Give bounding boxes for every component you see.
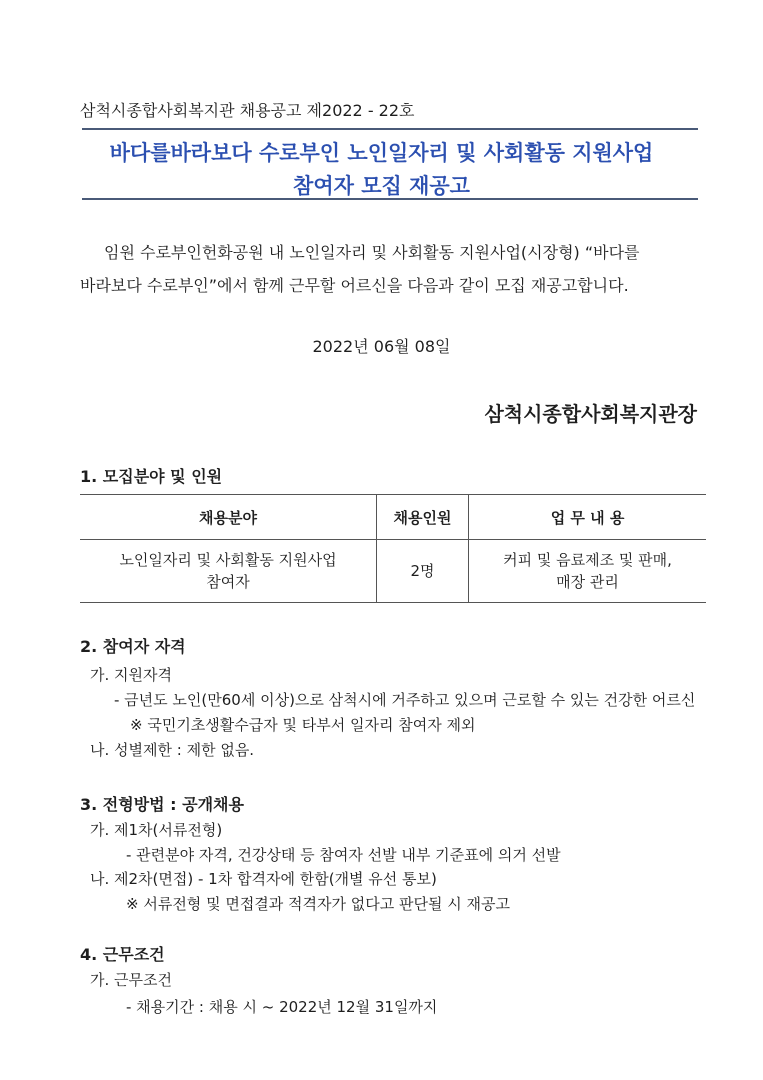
- table-cell-count: 2명: [377, 540, 469, 603]
- field-line2: 참여자: [206, 573, 250, 591]
- section3-item-a-detail: - 관련분야 자격, 건강상태 등 참여자 선발 내부 기준표에 의거 선발: [126, 846, 561, 864]
- table-cell-duty: [469, 540, 706, 603]
- page-title-line2: 참여자 모집 재공고: [293, 174, 470, 198]
- table-header-count: 채용인원: [377, 495, 469, 540]
- section2-item-a: 가. 지원자격: [90, 666, 172, 684]
- title-bottom-rule: [82, 198, 698, 200]
- table-cell-field: [80, 540, 377, 603]
- section3-item-b: 나. 제2차(면접) - 1차 합격자에 한함(개별 유선 통보): [90, 870, 437, 888]
- organization-signature: 삼척시종합사회복지관장: [484, 402, 697, 426]
- page-title-line1: 바다를바라보다 수로부인 노인일자리 및 사회활동 지원사업: [109, 141, 654, 165]
- table-row: [80, 540, 706, 603]
- table-header-field: 채용분야: [80, 495, 377, 540]
- section3-item-b-note: ※ 서류전형 및 면접결과 적격자가 없다고 판단될 시 재공고: [126, 895, 510, 913]
- section4-heading: 4. 근무조건: [80, 945, 165, 964]
- field-line1: 노인일자리 및 사회활동 지원사업: [119, 551, 337, 569]
- section3-item-a: 가. 제1차(서류전형): [90, 821, 223, 839]
- section2-item-b: 나. 성별제한 : 제한 없음.: [90, 741, 255, 759]
- section1-heading: 1. 모집분야 및 인원: [80, 467, 223, 486]
- duty-line1: 커피 및 음료제조 및 판매,: [503, 551, 672, 569]
- title-top-rule: [82, 128, 698, 130]
- section4-item-a-detail: - 채용기간 : 채용 시 ~ 2022년 12월 31일까지: [126, 998, 438, 1016]
- intro-paragraph: [80, 236, 700, 302]
- section2-heading: 2. 참여자 자격: [80, 637, 186, 656]
- section2-item-a-note: ※ 국민기초생활수급자 및 타부서 일자리 참여자 제외: [130, 716, 476, 734]
- notice-number: 삼척시종합사회복지관 채용공고 제2022 - 22호: [80, 101, 415, 120]
- section2-item-a-detail: - 금년도 노인(만60세 이상)으로 삼척시에 거주하고 있으며 근로할 수 있는 건강한 어르신: [114, 691, 696, 709]
- intro-line1: 임원 수로부인헌화공원 내 노인일자리 및 사회활동 지원사업(시장형) “바다를: [104, 243, 640, 262]
- duty-line2: 매장 관리: [556, 573, 619, 591]
- notice-date: 2022년 06월 08일: [312, 337, 451, 356]
- recruitment-table: [80, 494, 706, 603]
- section4-item-a: 가. 근무조건: [90, 971, 172, 989]
- table-header-duty: 업 무 내 용: [469, 495, 706, 540]
- section3-heading: 3. 전형방법 : 공개채용: [80, 795, 244, 814]
- intro-line2: 바라보다 수로부인”에서 함께 근무할 어르신을 다음과 같이 모집 재공고합니다.: [80, 276, 629, 295]
